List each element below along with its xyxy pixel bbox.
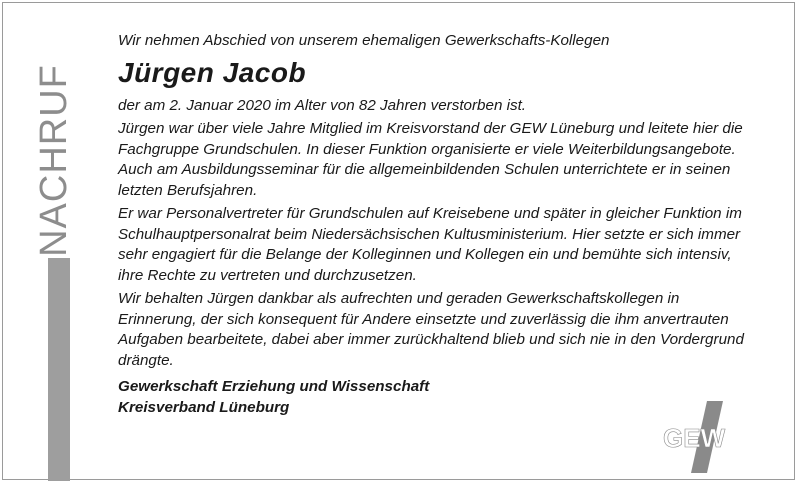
logo-text: GEW bbox=[663, 423, 726, 453]
side-bar bbox=[48, 258, 70, 481]
signature bbox=[118, 377, 758, 418]
paragraph: Er war Personalvertreter für Grundschulen auf Kreisebene und später in gleicher Funktion im Schulhauptpersonalrat beim Niedersächsischen Kultusministerium. Hier setzte er sich immer sehr engagiert für die Belange der Kolleginnen und Kollegen ein und bemühte sich intensiv, ihre Rechte zu vertreten und durchzusetzen. bbox=[118, 205, 742, 284]
obituary-frame bbox=[2, 2, 795, 480]
signature-line-2: Kreisverband Lüneburg bbox=[118, 398, 290, 416]
side-label bbox=[31, 63, 77, 257]
paragraph: Wir behalten Jürgen dankbar als aufrechten und geraden Gewerkschaftskollegen in Erinnerung, der sich konsequent für Andere einsetzte und zuverlässig die ihm anvertrauten Aufgaben bearbeitete, dabei aber immer zurückhaltend blieb und sich nie in den Vordergrund drängte. bbox=[118, 290, 744, 369]
deceased-name: Jürgen Jacob bbox=[118, 56, 307, 88]
side-label-text: NACHRUF bbox=[32, 63, 75, 257]
gew-logo bbox=[663, 401, 735, 473]
signature-line-1: Gewerkschaft Erziehung und Wissenschaft bbox=[118, 378, 430, 395]
paragraph: Jürgen war über viele Jahre Mitglied im Kreisvorstand der GEW Lüneburg und leitete hier die Fachgruppe Grundschulen. In dieser Funktion organisierte er viele Weiterbildungsangebote. Auch am Ausbildungsseminar für die allgemeinbildenden Schulen unterrichtete er in seinen letzten Berufsjahren. bbox=[118, 120, 743, 199]
intro-line: Wir nehmen Abschied von unserem ehemaligen Gewerkschafts-Kollegen bbox=[118, 32, 610, 49]
obituary-content bbox=[118, 31, 758, 418]
death-line: der am 2. Januar 2020 im Alter von 82 Jahren verstorben ist. bbox=[118, 96, 527, 114]
